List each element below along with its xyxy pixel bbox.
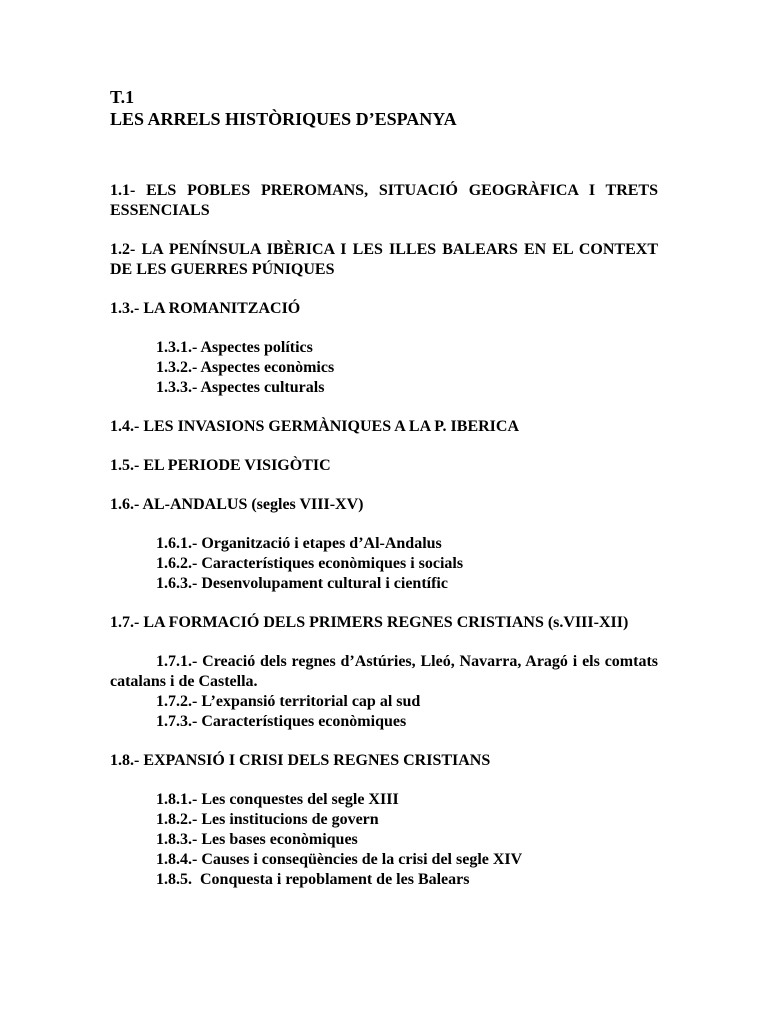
subsection-1-3-1: 1.3.1.- Aspectes polítics [156,339,313,356]
section-1-2: 1.2- LA PENÍNSULA IBÈRICA I LES ILLES BALEARS EN EL CONTEXT DE LES GUERRES PÚNIQUES [110,241,658,278]
document-title: LES ARRELS HISTÒRIQUES D’ESPANYA [110,109,457,129]
subsection-1-8-3: 1.8.3.- Les bases econòmiques [156,831,358,848]
section-1-8: 1.8.- EXPANSIÓ I CRISI DELS REGNES CRISTIANS [110,752,491,769]
subsection-1-7-1: 1.7.1.- Creació dels regnes d’Astúries, Lleó, Navarra, Aragó i els comtats catalans i de Castella. [110,653,658,690]
subsection-1-3-3: 1.3.3.- Aspectes culturals [156,379,325,396]
subsection-1-7-2: 1.7.2.- L’expansió territorial cap al sud [156,693,421,710]
section-1-1: 1.1- ELS POBLES PREROMANS, SITUACIÓ GEOGRÀFICA I TRETS ESSENCIALS [110,182,658,219]
subsection-1-8-1: 1.8.1.- Les conquestes del segle XIII [156,791,399,808]
subsection-1-3-2: 1.3.2.- Aspectes econòmics [156,359,335,376]
document-page [110,86,658,890]
subsection-1-8-4: 1.8.4.- Causes i conseqüències de la crisi del segle XIV [156,851,523,868]
subsection-1-8-5: 1.8.5. Conquesta i repoblament de les Balears [156,871,470,888]
topic-code: T.1 [110,87,135,107]
section-1-7: 1.7.- LA FORMACIÓ DELS PRIMERS REGNES CRISTIANS (s.VIII-XII) [110,614,629,631]
subsection-1-7-3: 1.7.3.- Característiques econòmiques [156,713,407,730]
section-1-3: 1.3.- LA ROMANITZACIÓ [110,300,301,317]
subsection-1-6-1: 1.6.1.- Organització i etapes d’Al-Andalus [156,535,442,552]
section-1-4: 1.4.- LES INVASIONS GERMÀNIQUES A LA P. IBERICA [110,418,519,435]
subsection-1-8-2: 1.8.2.- Les institucions de govern [156,811,379,828]
section-1-6: 1.6.- AL-ANDALUS (segles VIII-XV) [110,496,364,513]
subsection-1-6-3: 1.6.3.- Desenvolupament cultural i científic [156,575,448,592]
subsection-1-6-2: 1.6.2.- Característiques econòmiques i socials [156,555,464,572]
section-1-5: 1.5.- EL PERIODE VISIGÒTIC [110,457,331,474]
